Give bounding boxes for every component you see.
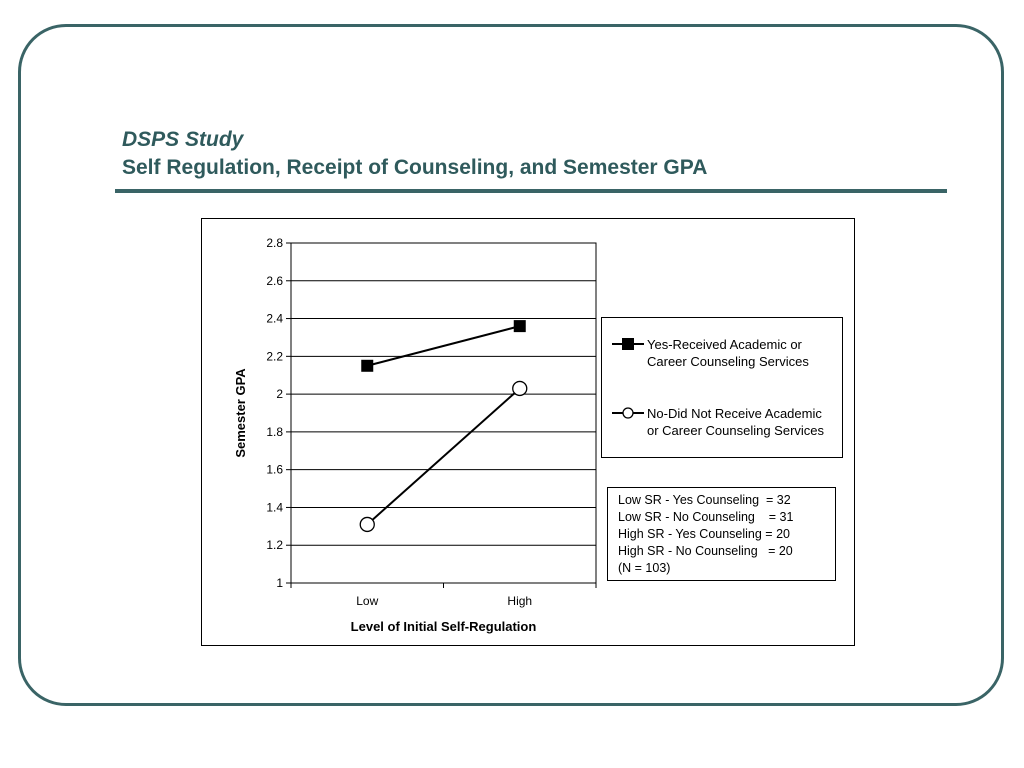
legend: [601, 317, 843, 458]
legend-item-yes: [612, 336, 844, 372]
data-point: [513, 381, 527, 395]
series-no-counseling: [360, 381, 527, 531]
legend-label-no-line2: or Career Counseling Services: [647, 423, 825, 438]
series-yes-counseling: [361, 320, 526, 372]
note-line: Low SR - No Counseling = 31: [618, 510, 794, 524]
x-axis-title: Level of Initial Self-Regulation: [350, 619, 537, 634]
title-underline: [115, 189, 947, 193]
y-axis: [266, 236, 291, 590]
x-axis: [291, 583, 596, 608]
slide-title-line1: DSPS Study: [122, 128, 244, 151]
x-tick-label: High: [507, 594, 533, 608]
series-layer: [360, 320, 527, 531]
filled-square-marker-icon: [612, 336, 646, 352]
y-tick-label: 1.8: [266, 424, 283, 439]
legend-label-yes-line2: Career Counseling Services: [647, 354, 809, 369]
y-tick-label: 1.4: [266, 500, 283, 515]
y-tick-label: 2.2: [266, 349, 283, 364]
y-tick-label: 2.4: [266, 311, 283, 326]
data-point: [361, 360, 373, 372]
y-tick-label: 1.2: [266, 538, 283, 553]
gridlines: [291, 243, 596, 583]
legend-label-no: [647, 405, 847, 439]
chart-container: [201, 218, 855, 646]
series-line: [367, 388, 520, 524]
note-line: Low SR - Yes Counseling = 32: [618, 493, 791, 507]
legend-label-yes: [647, 336, 847, 370]
note-line: (N = 103): [618, 561, 671, 575]
note-line: High SR - Yes Counseling = 20: [618, 527, 790, 541]
y-tick-label: 2.8: [266, 236, 283, 250]
sample-size-note: [607, 487, 836, 581]
y-tick-label: 2.6: [266, 273, 283, 288]
slide-title-line2: Self Regulation, Receipt of Counseling, and Semester GPA: [122, 156, 708, 179]
data-point: [360, 517, 374, 531]
open-circle-marker-icon: [612, 405, 646, 421]
x-tick-label: Low: [356, 594, 379, 608]
data-point: [514, 320, 526, 332]
slide-title: [122, 126, 707, 182]
legend-item-no: [612, 405, 844, 441]
plot-area: [291, 243, 596, 583]
y-axis-title: Semester GPA: [233, 368, 248, 458]
y-tick-label: 1.6: [266, 462, 283, 477]
y-tick-label: 1: [276, 576, 283, 590]
legend-label-yes-line1: Yes-Received Academic or: [647, 337, 802, 352]
y-tick-label: 2: [276, 387, 283, 402]
series-line: [367, 326, 520, 366]
note-line: High SR - No Counseling = 20: [618, 544, 793, 558]
legend-label-no-line1: No-Did Not Receive Academic: [647, 406, 822, 421]
